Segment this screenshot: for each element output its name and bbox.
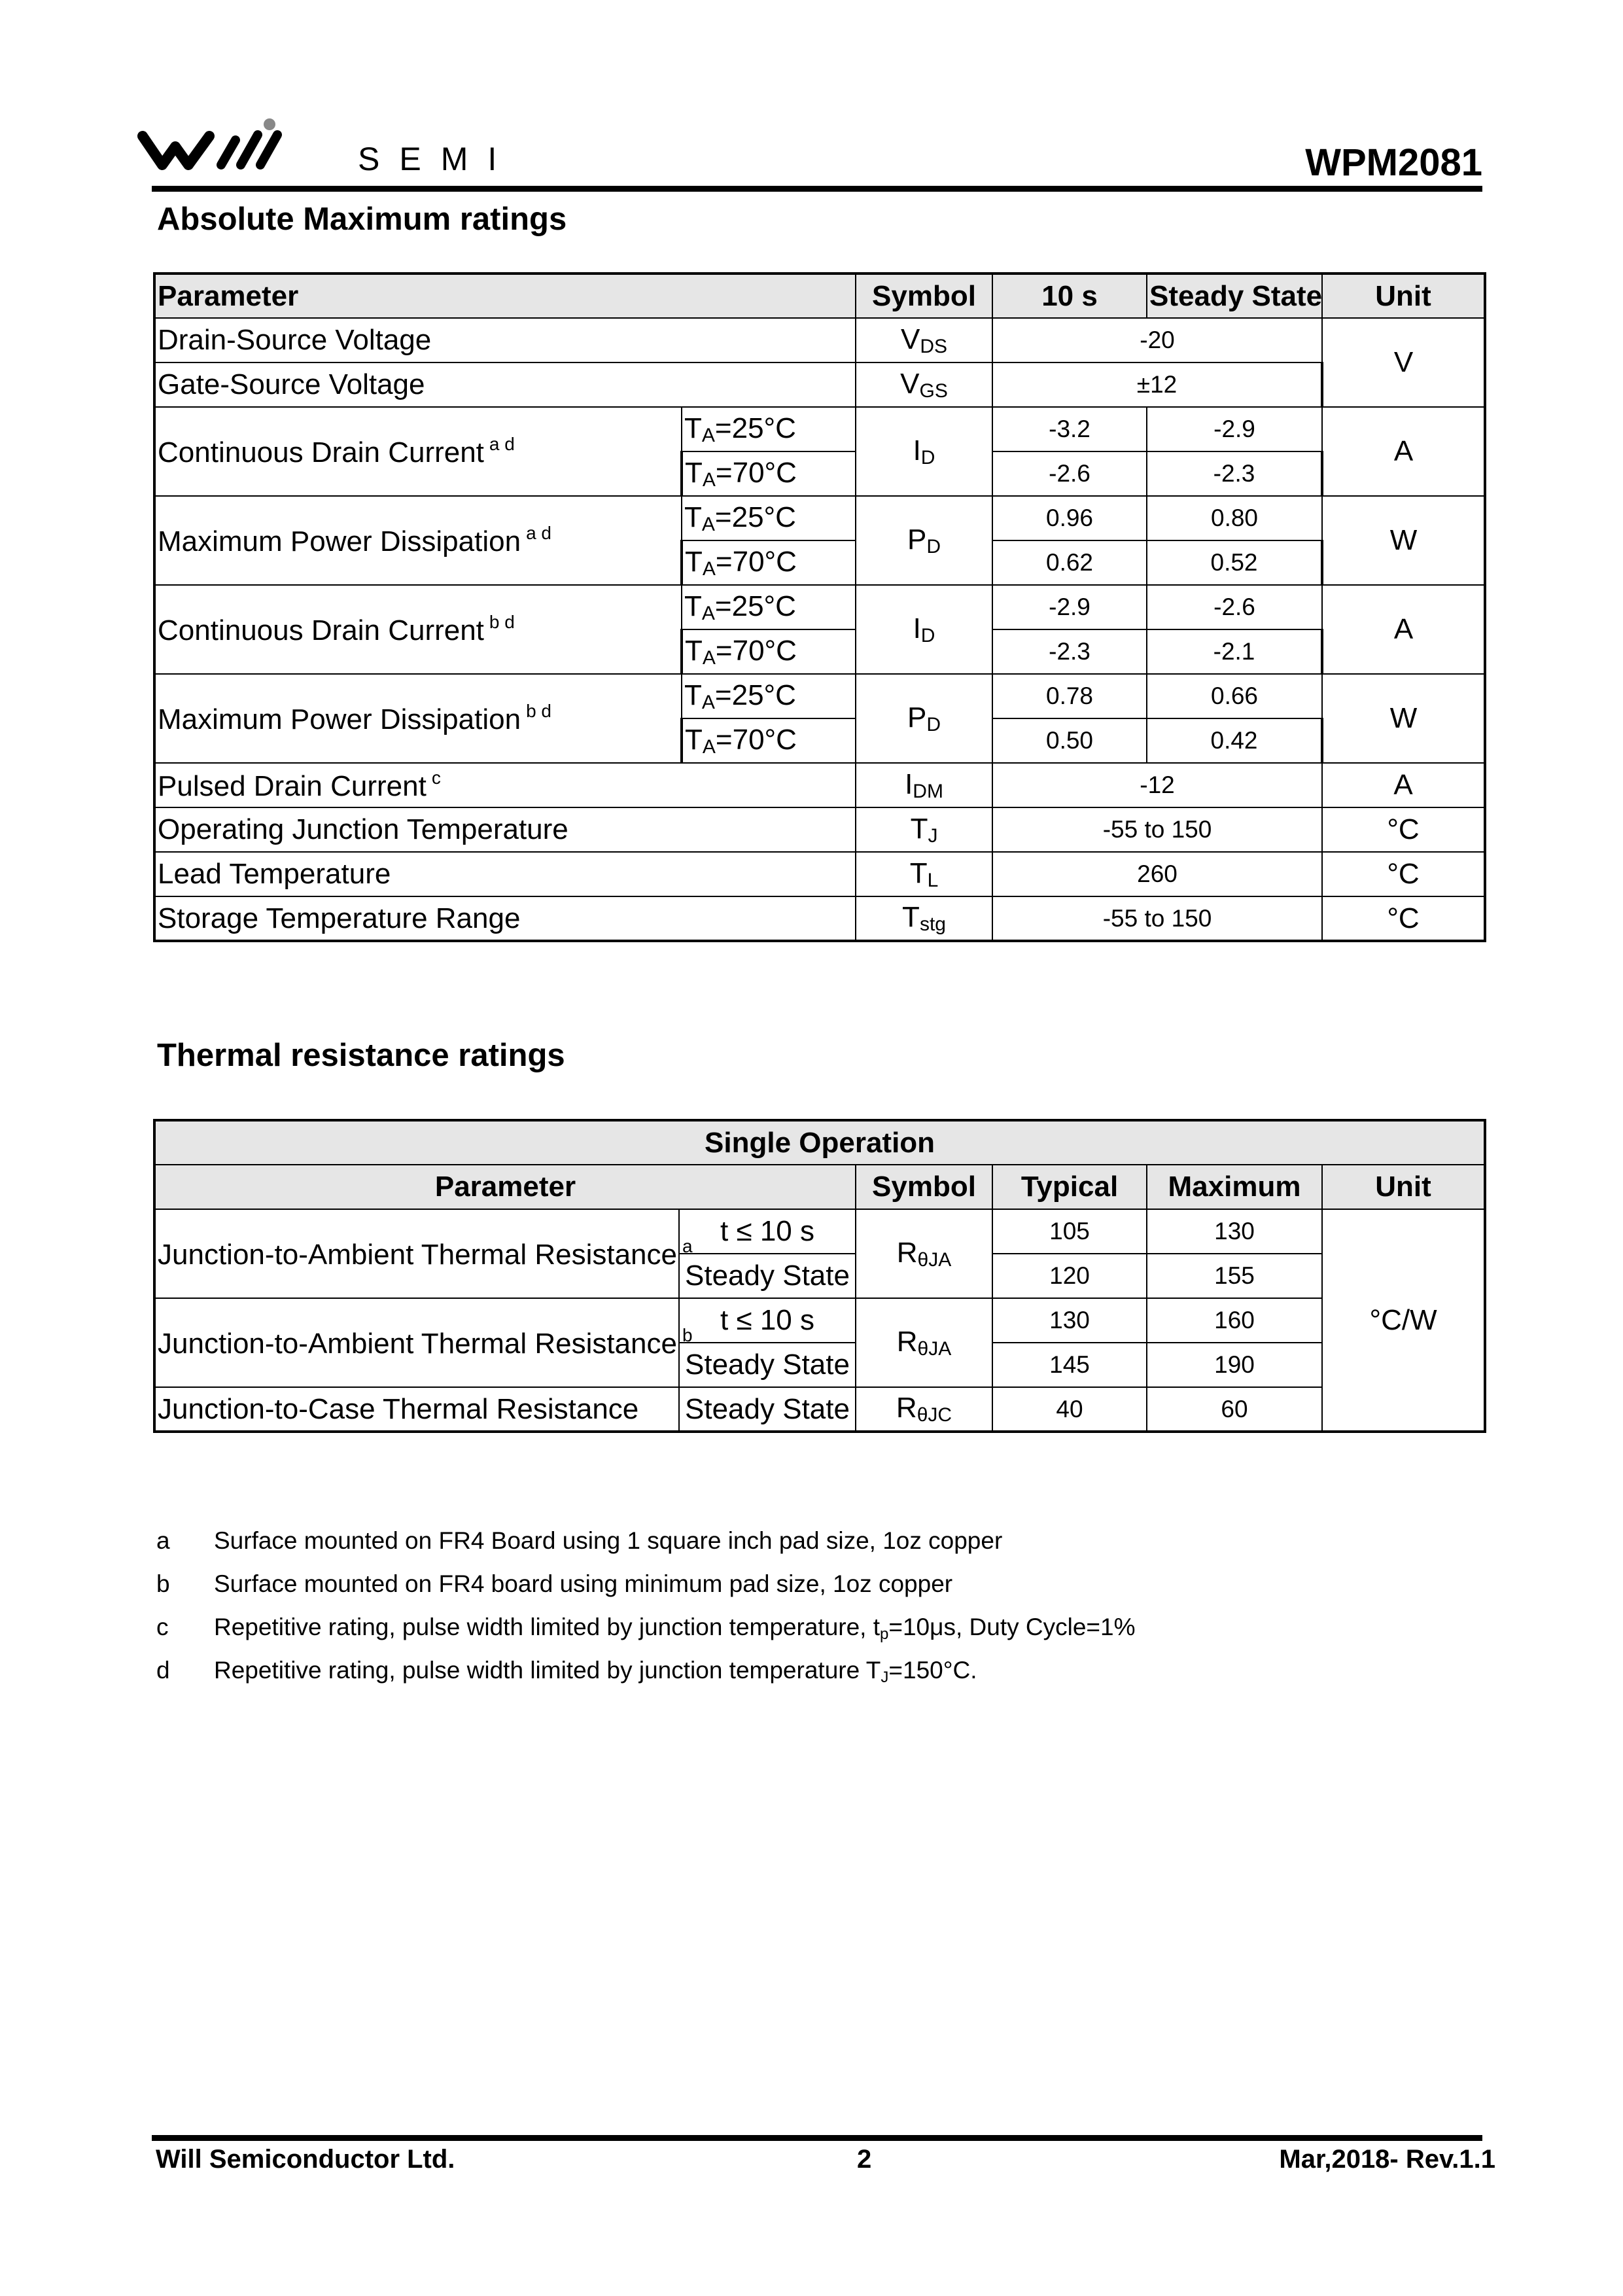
value-cell: 130 — [1147, 1209, 1322, 1254]
header-10s: 10 s — [992, 274, 1147, 318]
table-row — [154, 362, 1485, 407]
unit-cell: A — [1322, 763, 1485, 807]
table-row — [154, 807, 1485, 852]
header-rule — [152, 186, 1482, 192]
value-cell: -2.6 — [1147, 585, 1322, 629]
thermal-table — [153, 1119, 1486, 1433]
value-idm: -12 — [992, 763, 1322, 807]
cond-ta-25: $T_A=25^\circ C$ — [682, 407, 856, 451]
value-cell: -2.3 — [992, 629, 1147, 674]
thermal-title: Thermal resistance ratings — [157, 1038, 565, 1073]
param-pd-a: Maximum Power Dissipation $^{a d}$ — [154, 496, 682, 585]
table-row — [154, 763, 1485, 807]
unit-cell: °C — [1322, 852, 1485, 896]
value-cell: -2.9 — [1147, 407, 1322, 451]
cond-ta-25: $T_A=25^\circ C$ — [682, 585, 856, 629]
value-cell: 160 — [1147, 1298, 1322, 1343]
value-cell: 155 — [1147, 1254, 1322, 1298]
value-cell: 105 — [992, 1209, 1147, 1254]
cond-ta-70: $T_A=70^\circ C$ — [682, 451, 856, 496]
footer-page-number: 2 — [857, 2145, 872, 2174]
logo-text: SEMI — [358, 141, 517, 177]
footer-company: Will Semiconductor Ltd. — [156, 2145, 455, 2174]
cond-steady-state: Steady State — [679, 1254, 856, 1298]
cond-t-10s: t ≤ 10 s — [679, 1298, 856, 1343]
param-tj: Operating Junction Temperature — [154, 807, 856, 852]
cond-ta-25: $T_A=25^\circ C$ — [682, 496, 856, 540]
header-maximum: Maximum — [1147, 1165, 1322, 1209]
value-cell: -2.3 — [1147, 451, 1322, 496]
cond-ta-25: $T_A=25^\circ C$ — [682, 674, 856, 718]
value-tj: -55 to 150 — [992, 807, 1322, 852]
value-cell: 130 — [992, 1298, 1147, 1343]
value-cell: 0.80 — [1147, 496, 1322, 540]
symbol-tl: $T_L$ — [856, 852, 992, 896]
value-vgs: ±12 — [992, 362, 1322, 407]
unit-cell: A — [1322, 585, 1485, 674]
symbol-vgs: $V_{GS}$ — [856, 362, 992, 407]
symbol-rthja-a: $R_{\theta JA}$ — [856, 1209, 992, 1298]
header-symbol: Symbol — [856, 1165, 992, 1209]
param-idm: Pulsed Drain Current $^c$ — [154, 763, 856, 807]
table-row — [154, 318, 1485, 362]
abs-max-title: Absolute Maximum ratings — [157, 202, 567, 237]
param-vgs: Gate-Source Voltage — [154, 362, 856, 407]
header-unit: Unit — [1322, 274, 1485, 318]
part-number: WPM2081 — [1305, 141, 1482, 184]
unit-cell: W — [1322, 496, 1485, 585]
table-row — [154, 674, 1485, 718]
unit-cw: °C/W — [1322, 1209, 1485, 1432]
value-tl: 260 — [992, 852, 1322, 896]
value-cell: 0.50 — [992, 718, 1147, 763]
table-row — [154, 896, 1485, 941]
param-ja-a: Junction-to-Ambient Thermal Resistance $^a$ — [154, 1209, 679, 1298]
cond-steady-state: Steady State — [679, 1343, 856, 1387]
table-row — [154, 407, 1485, 451]
value-cell: -2.9 — [992, 585, 1147, 629]
symbol-tstg: $T_{stg}$ — [856, 896, 992, 941]
value-cell: 0.96 — [992, 496, 1147, 540]
unit-v: V — [1322, 318, 1485, 407]
value-cell: 60 — [1147, 1387, 1322, 1432]
table-row — [154, 1298, 1485, 1343]
value-cell: 120 — [992, 1254, 1147, 1298]
single-operation-banner: Single Operation — [154, 1120, 1485, 1165]
unit-cell: A — [1322, 407, 1485, 496]
value-cell: -2.6 — [992, 451, 1147, 496]
value-cell: -3.2 — [992, 407, 1147, 451]
note-a: a Surface mounted on FR4 Board using 1 square inch pad size, 1oz copper — [156, 1527, 1003, 1554]
unit-cell: W — [1322, 674, 1485, 763]
note-c: c Repetitive rating, pulse width limited by junction temperature, $t_p=10\mu s$, Duty Cycle=1% — [156, 1614, 1136, 1643]
value-cell: 190 — [1147, 1343, 1322, 1387]
unit-cell: °C — [1322, 896, 1485, 941]
header-unit: Unit — [1322, 1165, 1485, 1209]
header-parameter: Parameter — [154, 274, 856, 318]
header-typical: Typical — [992, 1165, 1147, 1209]
table-row — [154, 1209, 1485, 1254]
value-vds: -20 — [992, 318, 1322, 362]
param-vds: Drain-Source Voltage — [154, 318, 856, 362]
cond-t-10s: t ≤ 10 s — [679, 1209, 856, 1254]
param-tl: Lead Temperature — [154, 852, 856, 896]
value-cell: 0.52 — [1147, 540, 1322, 585]
value-cell: 0.62 — [992, 540, 1147, 585]
cond-ta-70: $T_A=70^\circ C$ — [682, 540, 856, 585]
symbol-vds: $V_{DS}$ — [856, 318, 992, 362]
symbol-pd-a: $P_D$ — [856, 496, 992, 585]
cond-ta-70: $T_A=70^\circ C$ — [682, 718, 856, 763]
symbol-rthja-b: $R_{\theta JA}$ — [856, 1298, 992, 1387]
table-header-row — [154, 274, 1485, 318]
cond-ta-70: $T_A=70^\circ C$ — [682, 629, 856, 674]
symbol-id-a: $I_D$ — [856, 407, 992, 496]
header-parameter: Parameter — [154, 1165, 856, 1209]
symbol-tj: $T_J$ — [856, 807, 992, 852]
value-cell: 0.42 — [1147, 718, 1322, 763]
value-cell: 0.66 — [1147, 674, 1322, 718]
table-row — [154, 1387, 1485, 1432]
footer-revision: Mar,2018- Rev.1.1 — [1279, 2145, 1495, 2174]
table-row — [154, 496, 1485, 540]
table-row — [154, 852, 1485, 896]
willsemi-logo — [139, 118, 518, 177]
note-d: d Repetitive rating, pulse width limited by junction temperature $T_J=150^\circ C$. — [156, 1657, 977, 1686]
symbol-pd-b: $P_D$ — [856, 674, 992, 763]
footer-rule — [152, 2135, 1482, 2141]
header-symbol: Symbol — [856, 274, 992, 318]
value-cell: -2.1 — [1147, 629, 1322, 674]
unit-cell: °C — [1322, 807, 1485, 852]
value-cell: 0.78 — [992, 674, 1147, 718]
table-row — [154, 585, 1485, 629]
param-pd-b: Maximum Power Dissipation $^{b d}$ — [154, 674, 682, 763]
param-jc: Junction-to-Case Thermal Resistance — [154, 1387, 679, 1432]
param-ja-b: Junction-to-Ambient Thermal Resistance $^b$ — [154, 1298, 679, 1387]
header-steady-state: Steady State — [1147, 274, 1322, 318]
table-banner-row — [154, 1120, 1485, 1165]
param-id-b: Continuous Drain Current $^{b d}$ — [154, 585, 682, 674]
symbol-rthjc: $R_{\theta JC}$ — [856, 1387, 992, 1432]
value-cell: 40 — [992, 1387, 1147, 1432]
param-tstg: Storage Temperature Range — [154, 896, 856, 941]
cond-steady-state: Steady State — [679, 1387, 856, 1432]
symbol-id-b: $I_D$ — [856, 585, 992, 674]
param-id-a: Continuous Drain Current $^{a d}$ — [154, 407, 682, 496]
symbol-idm: $I_{DM}$ — [856, 763, 992, 807]
abs-max-table — [153, 272, 1486, 942]
note-b: b Surface mounted on FR4 board using minimum pad size, 1oz copper — [156, 1570, 953, 1597]
value-cell: 145 — [992, 1343, 1147, 1387]
value-tstg: -55 to 150 — [992, 896, 1322, 941]
table-header-row — [154, 1165, 1485, 1209]
